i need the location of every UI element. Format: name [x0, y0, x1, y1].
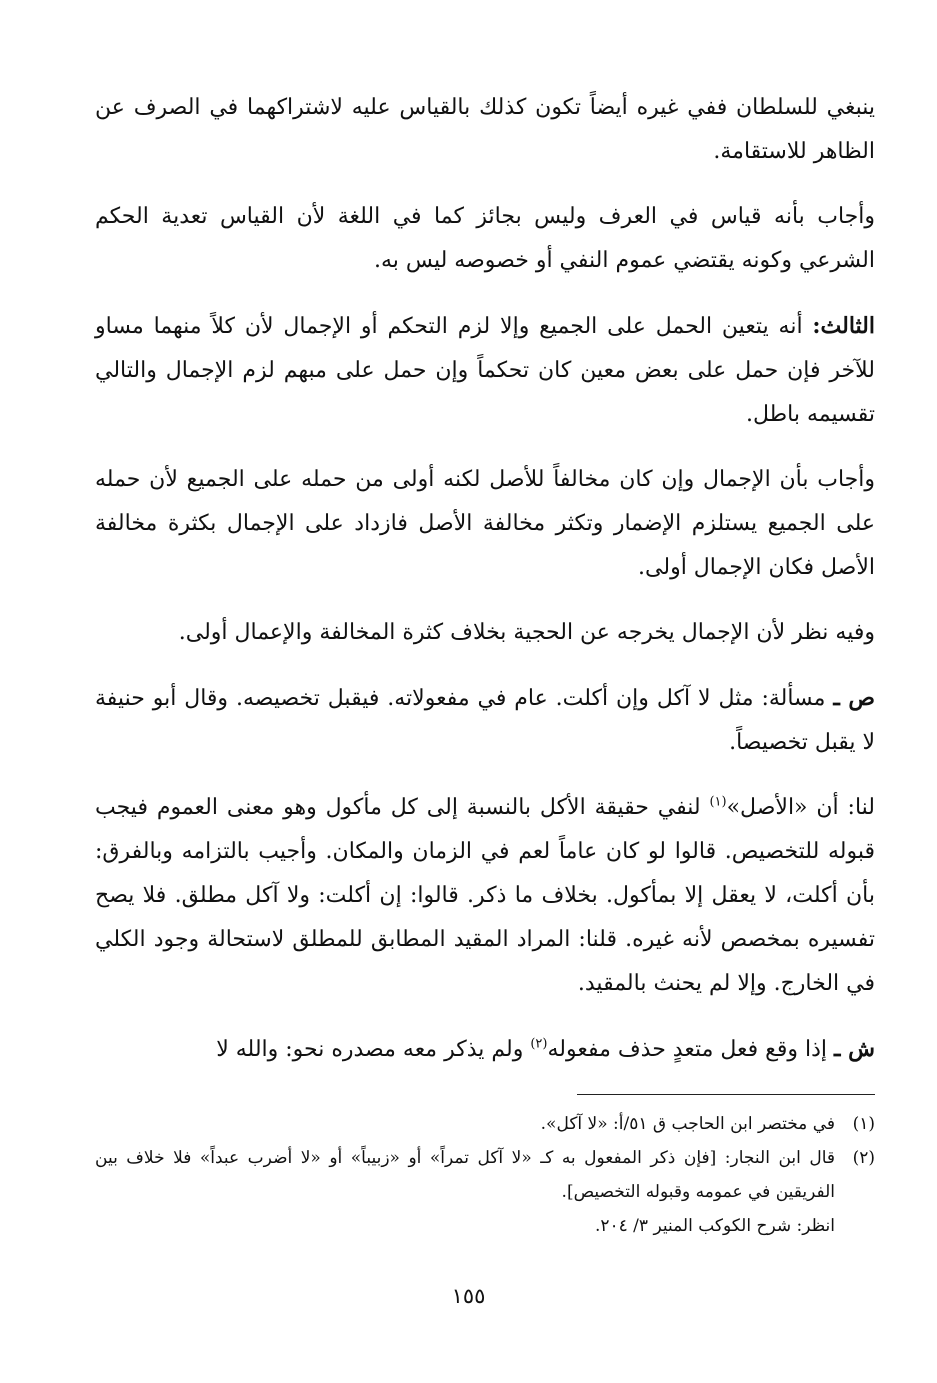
paragraph-1-text: ينبغي للسلطان ففي غيره أيضاً تكون كذلك بالقياس عليه لاشتراكهما في الصرف عن الظاهر للاستقامة. [95, 95, 875, 164]
paragraph-7-text-before: لنا: أن «الأصل» [726, 795, 875, 820]
paragraph-7-text-after: لنفي حقيقة الأكل بالنسبة إلى كل مأكول وهو معنى العموم فيجب قبوله للتخصيص. قالوا لو كان عاماً لعم في الزمان والمكان. وأجيب بالتزامه وبالفرق: بأن أكلت، لا يعقل إلا بمأكول. بخلاف ما ذكر. قالوا: إن أكلت: ولا آكل مطلق. فلا يصح تفسيره بمخصص لأنه غيره. قلنا: المراد المقيد المطابق للمطلق لاستحالة وجود الكلي في الخارج. وإلا لم يحنث بالمقيد. [95, 795, 875, 996]
footnote-1-number: (١) [852, 1114, 875, 1134]
footnote-ref-1[interactable]: (١) [709, 794, 727, 810]
paragraph-8 [95, 1027, 875, 1072]
footnote-ref-2[interactable]: (٢) [530, 1036, 548, 1052]
paragraph-8-text-before: إذا وقع فعل متعدٍ حذف مفعوله [547, 1037, 835, 1062]
paragraph-3 [95, 304, 875, 437]
footnote-2-number: (٢) [852, 1148, 875, 1168]
paragraph-3-lead: الثالث: [812, 313, 875, 339]
paragraph-7 [95, 786, 875, 1006]
paragraph-8-lead: ش ـ [834, 1036, 875, 1062]
footnote-divider [577, 1094, 875, 1095]
paragraph-4 [95, 458, 875, 590]
footnote-2-text: قال ابن النجار: [فإن ذكر المفعول به كـ «لا آكل تمراً» أو «زبيباً» أو «لا أضرب عبداً» فلا خلاف بين الفريقين في عمومه وقبوله التخصيص]. [95, 1148, 835, 1202]
footnote-1 [95, 1107, 875, 1141]
footnote-2-reference: انظر: شرح الكوكب المنير ٣/ ٢٠٤. [594, 1216, 835, 1236]
page-number: ١٥٥ [451, 1284, 486, 1308]
paragraph-3-text: أنه يتعين الحمل على الجميع وإلا لزم التحكم أو الإجمال لأن كلاً منهما مساو للآخر فإن حمل على بعض معين كان تحكماً وإن حمل على مبهم لزم الإجمال والتالي تقسيمه باطل. [95, 314, 875, 427]
paragraph-5 [95, 611, 875, 655]
footnote-2 [95, 1141, 875, 1209]
paragraph-1 [95, 86, 875, 174]
paragraph-6-text: مسألة: مثل لا آكل وإن أكلت. عام في مفعولاته. فيقبل تخصيصه. وقال أبو حنيفة لا يقبل تخصيصاً. [95, 686, 875, 755]
footnote-1-text: في مختصر ابن الحاجب ق ٥١/أ: «لا آكل». [540, 1114, 835, 1134]
paragraph-6-lead: ص ـ [833, 685, 875, 711]
paragraph-8-text-after: ولم يذكر معه مصدره نحو: والله لا [216, 1037, 531, 1062]
main-text [95, 86, 875, 1093]
paragraph-4-text: وأجاب بأن الإجمال وإن كان مخالفاً للأصل لكنه أولى من حمله على الجميع لأن حمله على الجميع يستلزم الإضمار وتكثر مخالفة الأصل فازداد على الإجمال بكثرة مخالفة الأصل فكان الإجمال أولى. [95, 467, 875, 580]
footnotes [95, 1107, 875, 1243]
paragraph-6 [95, 676, 875, 765]
paragraph-2 [95, 195, 875, 283]
paragraph-2-text: وأجاب بأنه قياس في العرف وليس بجائز كما في اللغة لأن القياس تعدية الحكم الشرعي وكونه يقتضي عموم النفي أو خصوصه ليس به. [95, 204, 875, 273]
paragraph-5-text: وفيه نظر لأن الإجمال يخرجه عن الحجية بخلاف كثرة المخالفة والإعمال أولى. [178, 620, 875, 645]
